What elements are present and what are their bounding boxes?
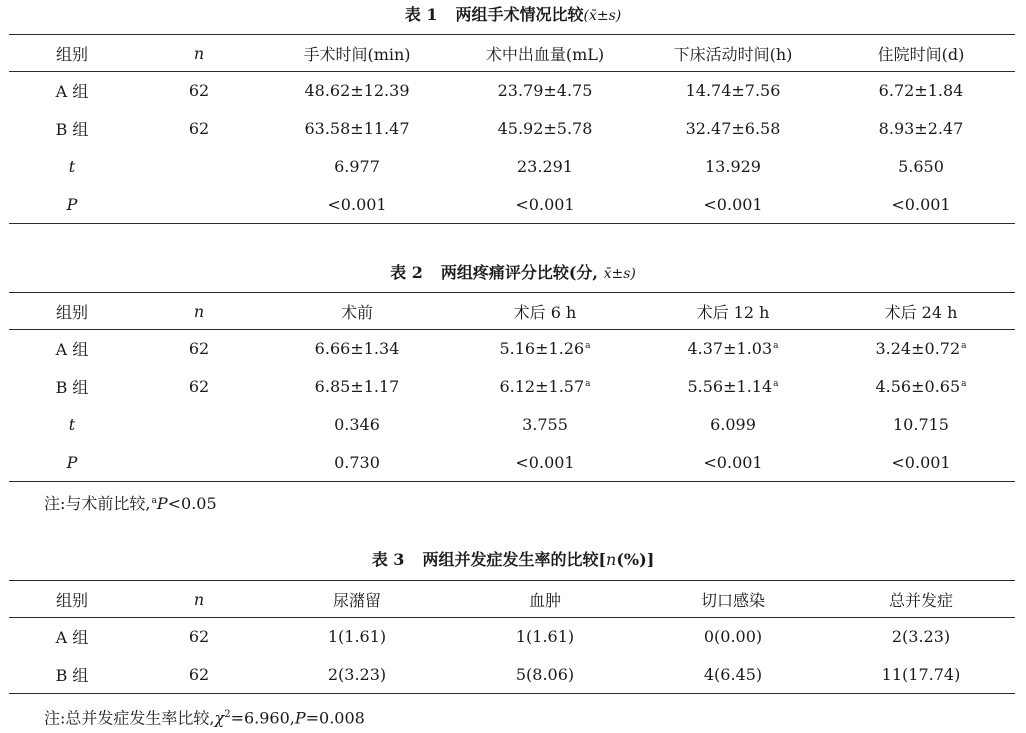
- table3-cell: 2(3.23): [327, 664, 387, 684]
- table1-header-blood-loss: 术中出血量(mL): [451, 35, 639, 72]
- table2-cell: <0.001: [891, 452, 951, 472]
- table2-caption-number: 表 2: [390, 263, 423, 282]
- table2-header-postop-12h: 术后 12 h: [639, 293, 827, 330]
- table2-cell-value: 3.24±0.72: [875, 339, 961, 359]
- table-row: [9, 368, 1015, 406]
- table1-header-group: 组别: [9, 35, 135, 72]
- table1-cell-group: A 组: [55, 82, 89, 102]
- table3-header-group: 组别: [9, 581, 135, 618]
- table3-cell: 1(1.61): [327, 627, 387, 647]
- table1-cell: 5.650: [898, 157, 944, 176]
- table2-cell-value: 5.16±1.26: [499, 339, 585, 359]
- table1-cell: <0.001: [703, 194, 763, 214]
- table2-cell-value: 5.56±1.14: [687, 377, 773, 396]
- table2-cell: <0.001: [703, 452, 763, 472]
- table1-cell-n: [135, 148, 263, 186]
- table2-note-p: P: [156, 494, 168, 513]
- table2-caption-text: 两组疼痛评分比较(分,: [440, 263, 598, 282]
- table3-note-p: P: [294, 708, 306, 728]
- table2-cell: 6.85±1.17: [314, 377, 400, 396]
- superscript-mark: a: [773, 379, 779, 389]
- table1-header-n: n: [135, 35, 263, 72]
- table2-cell-marked: [451, 330, 639, 368]
- table2-caption: [0, 262, 1026, 285]
- table2: [9, 292, 1015, 482]
- table2-cell: 10.715: [893, 415, 949, 434]
- table-row: [9, 406, 1015, 444]
- table1-cell: 8.93±2.47: [878, 119, 964, 138]
- table2-cell: 3.755: [522, 415, 568, 434]
- table2-note-prefix: 注:与术前比较,: [44, 494, 151, 513]
- table1-cell: 23.79±4.75: [497, 81, 593, 101]
- table3-cell: 5(8.06): [515, 664, 575, 684]
- table1-cell: <0.001: [891, 194, 951, 214]
- table2-cell-value: 4.37±1.03: [687, 339, 773, 359]
- table1-cell: <0.001: [327, 194, 387, 214]
- table1-header-ambulation-time: 下床活动时间(h): [639, 35, 827, 72]
- table2-cell-n: 62: [188, 339, 210, 359]
- table2-cell-stat-label: t: [68, 415, 76, 434]
- table1-caption-number: 表 1: [404, 5, 438, 24]
- table1-header-surgery-time: 手术时间(min): [263, 35, 451, 72]
- table1-header-hospital-stay: 住院时间(d): [827, 35, 1015, 72]
- table2-header-row: [9, 293, 1015, 330]
- table2-cell-value: 4.56±0.65: [875, 377, 961, 396]
- table2-cell-group: A 组: [55, 340, 89, 360]
- table1-cell: <0.001: [515, 194, 575, 214]
- table2-cell: 6.66±1.34: [314, 339, 400, 359]
- superscript-mark: a: [773, 341, 779, 352]
- table1-caption: [0, 4, 1026, 27]
- table2-cell-stat-label: P: [66, 452, 78, 472]
- superscript-mark: a: [585, 379, 591, 389]
- table3-cell-n: 62: [188, 627, 210, 647]
- table2-cell-marked: [827, 368, 1015, 406]
- table3-caption-tail: (%)]: [616, 550, 655, 569]
- table3-cell: 4(6.45): [703, 664, 763, 684]
- table1-caption-text: 两组手术情况比较: [455, 5, 584, 24]
- table3-caption-text: 两组并发症发生率的比较[: [422, 550, 607, 569]
- table1-cell: 6.977: [334, 157, 380, 176]
- table1-cell: 48.62±12.39: [304, 81, 410, 101]
- table2-cell-n: [135, 406, 263, 444]
- table3-cell: 2(3.23): [891, 627, 951, 647]
- table1-cell: 23.291: [517, 157, 573, 176]
- table-row: [9, 148, 1015, 186]
- table-row: [9, 656, 1015, 694]
- table1-cell: 45.92±5.78: [497, 119, 593, 138]
- table2-note-mark: a: [151, 496, 157, 506]
- superscript-mark: a: [585, 341, 591, 352]
- table3-header-total-complications: 总并发症: [827, 581, 1015, 618]
- table1-cell-stat-label: t: [68, 157, 76, 176]
- table3-note: [44, 704, 365, 729]
- table3-caption-number: 表 3: [371, 550, 405, 569]
- table2-cell-n: [135, 444, 263, 482]
- table2-note: [44, 490, 217, 515]
- table1-cell: 13.929: [705, 157, 761, 176]
- table1-cell-n: [135, 186, 263, 224]
- table3-note-chi-sup: 2: [224, 709, 231, 720]
- table2-header-n: n: [135, 293, 263, 330]
- table1-cell-stat-label: P: [66, 194, 78, 214]
- table2-cell-marked: [639, 330, 827, 368]
- table1-header-row: [9, 35, 1015, 72]
- table2-cell-marked: [451, 368, 639, 406]
- table1-cell: 63.58±11.47: [304, 119, 410, 138]
- table3-header-incision-infection: 切口感染: [639, 581, 827, 618]
- table2-header-postop-24h: 术后 24 h: [827, 293, 1015, 330]
- table3-note-p-value: =0.008: [305, 708, 365, 728]
- table3-note-chi-value: =6.960,: [230, 708, 295, 728]
- table2-cell-marked: [639, 368, 827, 406]
- table3-caption: [0, 549, 1026, 571]
- table3-note-chi: χ: [214, 708, 225, 728]
- table3-cell: 1(1.61): [515, 627, 575, 647]
- table2-header-preop: 术前: [263, 293, 451, 330]
- table2-note-value: <0.05: [167, 494, 217, 513]
- table2-cell-n: 62: [188, 377, 210, 396]
- table3-cell-n: 62: [188, 664, 210, 684]
- table2-header-postop-6h: 术后 6 h: [451, 293, 639, 330]
- table1: [9, 34, 1015, 224]
- table-row: [9, 110, 1015, 148]
- table-row: [9, 330, 1015, 368]
- table3-header-row: [9, 581, 1015, 618]
- table1-cell-n: 62: [188, 81, 210, 101]
- table-row: [9, 618, 1015, 656]
- table3-header-hematoma: 血肿: [451, 581, 639, 618]
- table2-cell: 0.346: [334, 415, 380, 434]
- table-row: [9, 186, 1015, 224]
- table3-caption-n: n: [606, 550, 617, 569]
- table3-header-urinary-retention: 尿潴留: [263, 581, 451, 618]
- table3-cell: 0(0.00): [703, 627, 763, 647]
- table2-cell-value: 6.12±1.57: [499, 377, 585, 396]
- table2-header-group: 组别: [9, 293, 135, 330]
- table2-cell: 6.099: [710, 415, 756, 434]
- superscript-mark: a: [961, 379, 967, 389]
- table3-cell: 11(17.74): [881, 664, 961, 684]
- table1-cell: 32.47±6.58: [685, 119, 781, 138]
- table2-cell: 0.730: [334, 452, 380, 472]
- table2-cell: <0.001: [515, 452, 575, 472]
- table1-cell: 14.74±7.56: [685, 81, 781, 101]
- table1-cell-n: 62: [188, 119, 210, 138]
- table3-cell-group: B 组: [55, 665, 89, 685]
- table3-header-n: n: [135, 581, 263, 618]
- table1-cell-group: B 组: [55, 120, 89, 139]
- table-row: [9, 72, 1015, 110]
- table1-caption-stat: (x̄±s): [583, 8, 622, 24]
- superscript-mark: a: [961, 341, 967, 352]
- table-row: [9, 444, 1015, 482]
- table3-note-prefix: 注:总并发症发生率比较,: [44, 708, 215, 728]
- table2-cell-group: B 组: [55, 378, 89, 397]
- table2-caption-stat: x̄±s): [603, 266, 636, 282]
- table3: [9, 580, 1015, 694]
- table1-cell: 6.72±1.84: [878, 81, 964, 101]
- table2-cell-marked: [827, 330, 1015, 368]
- table3-cell-group: A 组: [55, 628, 89, 648]
